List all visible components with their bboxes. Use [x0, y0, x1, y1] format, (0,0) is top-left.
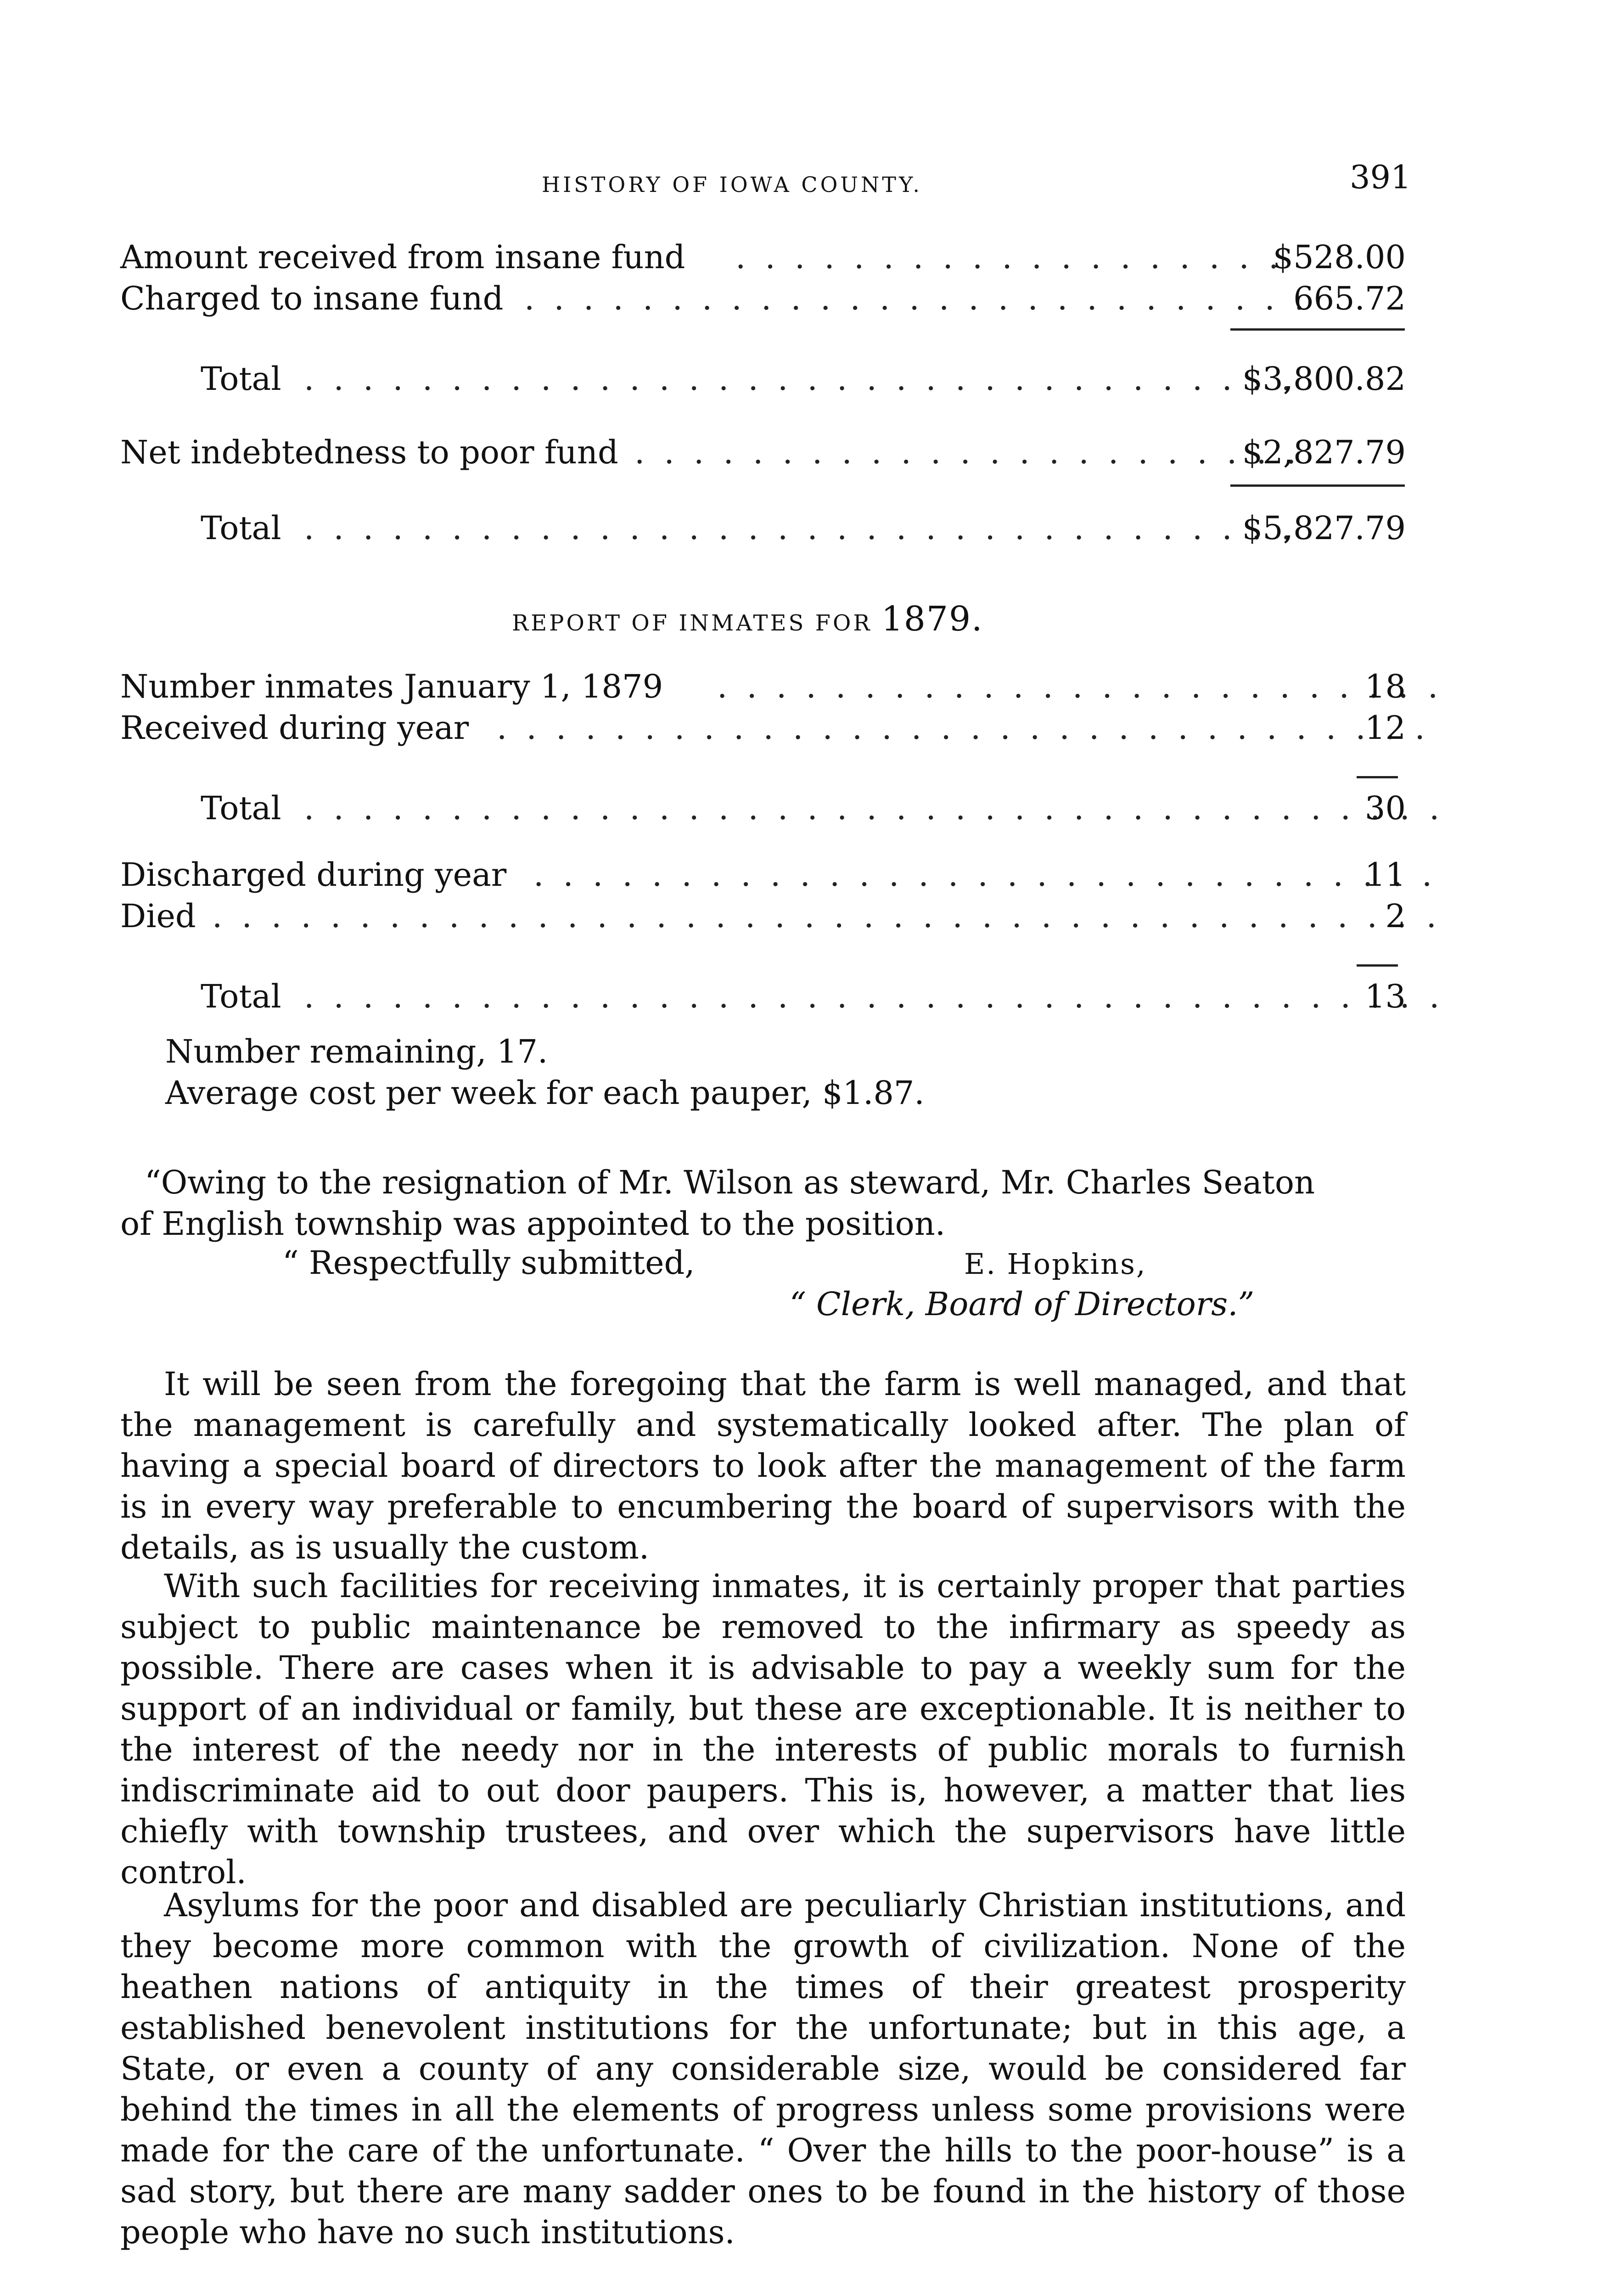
inmates-value: 11	[1364, 856, 1406, 894]
ledger-row	[120, 236, 1406, 278]
inmates-value: 18	[1364, 668, 1406, 705]
body-paragraph: Asylums for the poor and disabled are peculiarly Christian institutions, and they become more common with the growth of civilization. None of the heathen nations of antiquity in the times of their greatest prosperity established benevolent institutions for the unfortunate; but in this age, a State, or even a county of any considerable size, would be considered far behind the times in all the elements of progress unless some provisions were made for the care of the unfortunate. “ Over the hills to the poor-house” is a sad story, but there are many sadder ones to be found in the history of those people who have no such institutions.	[120, 1886, 1406, 2251]
letter-closing: “ Respectfully submitted,	[282, 1244, 695, 1282]
inmates-label: Received during year	[120, 709, 469, 747]
inmates-label: Number inmates January 1, 1879	[120, 668, 663, 705]
ledger-label: Amount received from insane fund	[120, 238, 685, 276]
body-paragraph: With such facilities for receiving inmates, it is certainly proper that parties subject to public maintenance be removed to the infirmary as speedy as possible. There are cases when it is advisable to pay a weekly sum for the support of an individual or family, but these are exceptionable. It is neither to the interest of the needy nor in the interests of public morals to furnish indiscriminate aid to out door paupers. This is, however, a matter that lies chiefly with township trustees, and over which the supervisors have little control.	[120, 1567, 1406, 1891]
ledger-amount: 665.72	[1293, 280, 1406, 317]
ledger-amount: $2,827.79	[1242, 433, 1406, 471]
inmates-label: Discharged during year	[120, 856, 507, 894]
dot-leader	[304, 976, 1442, 1017]
inmates-value: 13	[1364, 978, 1406, 1015]
inmates-row	[120, 854, 1406, 895]
inmates-row	[120, 666, 1406, 707]
sum-rule	[1230, 328, 1405, 331]
dot-leader	[634, 432, 1296, 473]
inmates-row	[120, 976, 1406, 1017]
inmates-value: 2	[1385, 897, 1406, 935]
ledger-amount: $528.00	[1273, 238, 1406, 276]
dot-leader	[735, 236, 1277, 278]
dot-leader	[717, 666, 1442, 707]
inmates-value: 12	[1364, 709, 1406, 747]
dot-leader	[524, 278, 1305, 319]
ledger-row	[120, 358, 1406, 400]
sum-rule	[1357, 964, 1398, 967]
inmates-label: Total	[201, 789, 281, 827]
ledger-row	[120, 507, 1406, 549]
dot-leader	[212, 895, 1442, 937]
letter-signer-title: “ Clerk, Board of Directors.”	[790, 1285, 1255, 1323]
page-number: 391	[1350, 158, 1411, 196]
letter-line: of English township was appointed to the position.	[120, 1205, 946, 1243]
inmates-label: Died	[120, 897, 196, 935]
ledger-label: Total	[201, 360, 281, 398]
ledger-amount: $5,827.79	[1242, 509, 1406, 547]
ledger-row	[120, 278, 1406, 319]
ledger-label: Charged to insane fund	[120, 280, 504, 317]
running-head: HISTORY OF IOWA COUNTY.	[542, 172, 923, 197]
report-title	[512, 599, 983, 639]
dot-leader	[497, 707, 1442, 748]
report-year: 1879.	[881, 599, 983, 639]
ledger-label: Net indebtedness to poor fund	[120, 433, 618, 471]
ledger-label: Total	[201, 509, 281, 547]
sum-rule	[1357, 776, 1398, 778]
dot-leader	[533, 854, 1442, 895]
body-paragraph: It will be seen from the foregoing that the farm is well managed, and that the management is carefully and systematically looked after. The plan of having a special board of directors to look after the management of the farm is in every way preferable to encumbering the board of supervisors with the details, as is usually the custom.	[120, 1365, 1406, 1566]
report-title-text: REPORT OF INMATES FOR	[512, 610, 872, 636]
ledger-amount: $3,800.82	[1242, 360, 1406, 398]
average-cost-note: Average cost per week for each pauper, $1.87.	[165, 1074, 925, 1112]
dot-leader	[304, 788, 1442, 829]
inmates-row	[120, 895, 1406, 937]
inmates-row	[120, 788, 1406, 829]
page-header	[0, 158, 1616, 200]
inmates-label: Total	[201, 978, 281, 1015]
dot-leader	[304, 507, 1296, 549]
inmates-value: 30	[1364, 789, 1406, 827]
inmates-row	[120, 707, 1406, 748]
dot-leader	[304, 358, 1296, 400]
sum-rule	[1230, 484, 1405, 487]
letter-line: “Owing to the resignation of Mr. Wilson as steward, Mr. Charles Seaton	[145, 1164, 1315, 1201]
remaining-note: Number remaining, 17.	[165, 1033, 548, 1070]
ledger-row	[120, 432, 1406, 473]
letter-signer: E. Hopkins,	[964, 1247, 1147, 1281]
